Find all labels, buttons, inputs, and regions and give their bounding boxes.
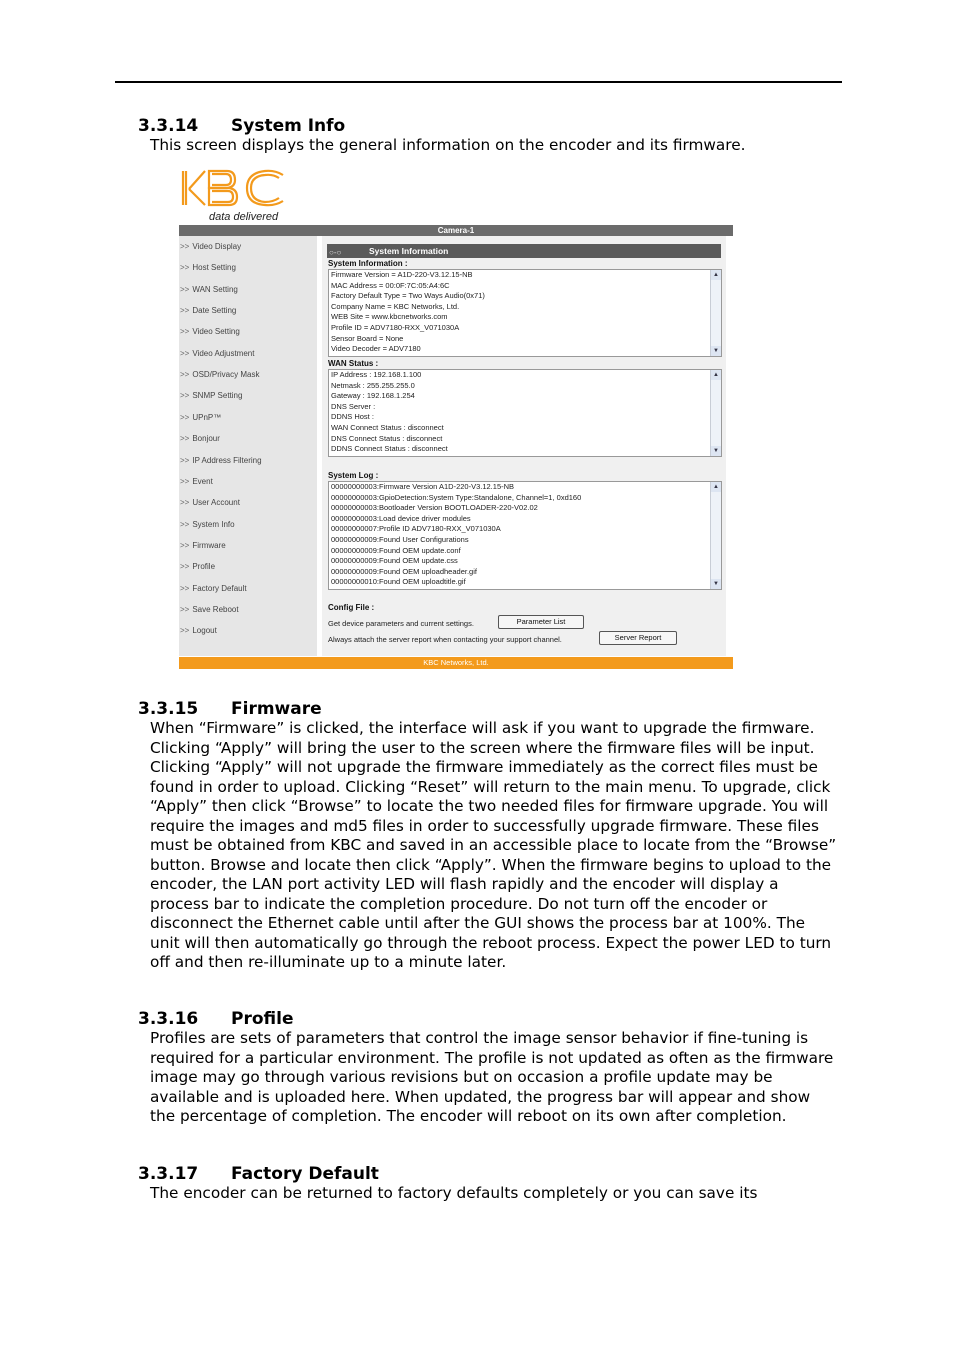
section-title: Factory Default [231,1164,379,1184]
sidebar-item-label: Factory Default [192,583,247,593]
sidebar-item-label: UPnP™ [192,412,222,422]
menu-arrow-icon: >> [180,604,190,614]
main-panel [322,236,726,656]
camera-title-bar: Camera-1 [179,225,733,236]
footer-divider [179,656,733,657]
scroll-up-icon[interactable]: ▲ [711,270,721,280]
sidebar-item[interactable] [180,477,213,486]
system-info-box[interactable] [328,269,722,357]
text-line: 00000000003:GpioDetection:System Type:Standalone, Channel=1, 0xd160 [331,492,582,502]
scrollbar[interactable] [710,482,721,589]
text-line: MAC Address = 00:0F:7C:05:A4:6C [331,280,450,290]
text-line: Firmware Version = A1D-220-V3.12.15-NB [331,270,473,279]
scroll-up-icon[interactable]: ▲ [711,482,721,492]
sidebar-item-label: SNMP Setting [192,391,243,401]
section-body: When “Firmware” is clicked, the interface will ask if you want to upgrade the firmware. Clicking “Apply” will bring the user to the screen where the firmware files will be input. Clicking “Apply” will not upgrade the firmware immediately as the correct files must be found in order to upload. Clicking “Reset” will return to the main menu. To upgrade, click “Apply” then click “Browse” to locate the two needed files for firmware upgrade. You will require the images and md5 files in order to successfully upgrade firmware. These files must be obtained from KBC and saved in an accessible place to locate from the “Browse” button. Browse and locate then click “Apply”. When the firmware begins to upload to the encoder, the LAN port activity LED will flash rapidly and the encoder will display a process bar to indicate the completion procedure. Do not turn off the encoder or disconnect the Ethernet cable until after the GUI shows the process bar at 100%. The unit will then automatically go through the reboot process. Expect the power LED to turn off and then re-illuminate up to a minute later. [150,719,837,971]
sidebar-item[interactable] [180,584,247,593]
system-log-label: System Log : [328,471,379,480]
sidebar-item[interactable] [180,285,238,294]
logo-tagline: data delivered [209,211,279,223]
text-line: 00000000007:Profile ID ADV7180-RXX_V071030A [331,524,501,534]
menu-arrow-icon: >> [180,306,190,316]
text-line: 00000000010:Found OEM uploadtitle.gif [331,577,466,587]
sidebar-item-label: Logout [192,626,217,636]
sidebar-item-label: Date Setting [192,306,237,316]
section-firmware [138,699,838,973]
text-line: DNS Connect Status : disconnect [331,433,443,443]
sidebar-item[interactable] [180,456,262,465]
sidebar-item[interactable] [180,263,236,272]
menu-arrow-icon: >> [180,434,190,444]
sidebar-item-label: Host Setting [192,263,236,273]
config-text-2: Always attach the server report when contacting your support channel. [328,635,562,644]
section-profile [138,1009,838,1127]
section-heading [138,699,838,719]
text-line: Factory Default Type = Two Ways Audio(0x71) [331,291,485,301]
parameter-list-button[interactable]: Parameter List [498,615,584,629]
menu-arrow-icon: >> [180,348,190,358]
text-line: Sensor Board = None [331,333,404,343]
header-rule [115,81,842,83]
text-line: 00000000003:Load device driver modules [331,513,471,523]
sidebar-item-label: WAN Setting [192,284,238,294]
section-body: Profiles are sets of parameters that control the image sensor behavior if fine-tuning is required for a particular environment. The profile is not updated as often as the firmware image may go through various revisions but on occasion a profile update may be available and is uploaded here. When updated, the progress bar will appear and show the percentage of completion. The encoder will reboot on its own after completion. [150,1029,834,1125]
sidebar-item-label: Save Reboot [192,604,239,614]
menu-arrow-icon: >> [180,412,190,422]
scroll-down-icon[interactable]: ▼ [711,446,721,456]
section-factory-default [138,1164,838,1204]
text-line: Profile ID = ADV7180-RXX_V071030A [331,322,460,332]
sidebar-item-label: OSD/Privacy Mask [192,370,260,380]
footer-bar [179,656,733,669]
panel-title-bar [327,244,721,258]
sidebar-item[interactable] [180,391,242,400]
section-number: 3.3.16 [138,1009,199,1029]
sidebar-item[interactable] [180,327,240,336]
sidebar-item[interactable] [180,605,239,614]
chain-icon: ○-○ [329,248,342,257]
menu-arrow-icon: >> [180,562,190,572]
config-text-1: Get device parameters and current settings. [328,619,474,628]
menu-arrow-icon: >> [180,327,190,337]
system-info-screenshot [179,163,733,669]
sidebar-item[interactable] [180,370,259,379]
sidebar-item[interactable] [180,306,236,315]
text-line: Company Name = KBC Networks, Ltd. [331,301,460,311]
sidebar-item-label: System Info [192,519,235,529]
sidebar-item[interactable] [180,626,217,635]
section-body: This screen displays the general information on the encoder and its firmware. [150,136,746,154]
scrollbar[interactable] [710,370,721,456]
menu-arrow-icon: >> [180,242,190,251]
section-body: The encoder can be returned to factory defaults completely or you can save its [150,1184,758,1202]
text-line: DNS Server : [331,401,376,411]
section-number: 3.3.15 [138,699,199,719]
text-line: WAN Connect Status : disconnect [331,422,444,432]
scroll-up-icon[interactable]: ▲ [711,370,721,380]
menu-arrow-icon: >> [180,583,190,593]
sidebar-item[interactable] [180,562,215,571]
menu-arrow-icon: >> [180,540,190,550]
panel-title: System Information [369,246,449,256]
sidebar-item[interactable] [180,242,241,251]
sidebar-item[interactable] [180,498,240,507]
menu-arrow-icon: >> [180,391,190,401]
sidebar-item-label: User Account [192,498,240,508]
sidebar-item-label: Video Adjustment [192,348,255,358]
section-heading [138,1164,838,1184]
text-line: Gateway : 192.168.1.254 [331,391,415,401]
text-line: DDNS Connect Status : disconnect [331,444,448,454]
sidebar-item[interactable] [180,349,254,358]
section-title: Profile [231,1009,294,1029]
sidebar-item-label: Video Display [192,242,242,251]
section-heading [138,116,838,136]
scrollbar[interactable] [710,270,721,356]
menu-arrow-icon: >> [180,455,190,465]
config-file-label: Config File : [328,603,375,612]
wan-status-box[interactable] [328,369,722,457]
scroll-down-icon[interactable]: ▼ [711,346,721,356]
section-number: 3.3.14 [138,116,199,136]
menu-arrow-icon: >> [180,370,190,380]
sidebar-item-label: Video Setting [192,327,240,337]
sidebar-item-label: Profile [192,562,216,572]
system-info-label: System Information : [328,259,408,268]
text-line: WEB Site = www.kbcnetworks.com [331,312,448,322]
section-title: Firmware [231,699,322,719]
menu-arrow-icon: >> [180,626,190,636]
footer-text: KBC Networks, Ltd. [423,658,489,667]
wan-status-label: WAN Status : [328,359,379,368]
menu-arrow-icon: >> [180,519,190,529]
sidebar-item[interactable] [180,434,220,443]
system-log-box[interactable] [328,481,722,590]
sidebar-menu [179,236,317,656]
menu-arrow-icon: >> [180,476,190,486]
menu-arrow-icon: >> [180,498,190,508]
sidebar-item[interactable] [180,520,235,529]
sidebar-item[interactable] [180,541,226,550]
scroll-down-icon[interactable]: ▼ [711,579,721,589]
sidebar-item[interactable] [180,413,221,422]
menu-arrow-icon: >> [180,284,190,294]
text-line: 00000000009:Found OEM update.conf [331,545,461,555]
section-system-info [138,116,838,156]
sidebar-item-label: Firmware [192,540,226,550]
menu-arrow-icon: >> [180,263,190,273]
text-line: 00000000009:Found OEM update.css [331,556,458,566]
section-title: System Info [231,116,346,136]
text-line: 00000000003:Bootloader Version BOOTLOADER-220-V02.02 [331,503,538,513]
text-line: IP Address : 192.168.1.100 [331,370,422,379]
text-line: DDNS Host : [331,412,374,422]
server-report-button[interactable]: Server Report [599,631,677,645]
section-heading [138,1009,838,1029]
section-number: 3.3.17 [138,1164,199,1184]
sidebar-item-label: IP Address Filtering [192,455,262,465]
text-line: Netmask : 255.255.255.0 [331,380,415,390]
sidebar-item-label: Bonjour [192,434,220,444]
text-line: 00000000003:Firmware Version A1D-220-V3.12.15-NB [331,482,515,491]
text-line: Video Decoder = ADV7180 [331,344,421,354]
text-line: 00000000009:Found OEM uploadheader.gif [331,566,477,576]
text-line: 00000000009:Found User Configurations [331,534,469,544]
sidebar-item-label: Event [192,476,213,486]
